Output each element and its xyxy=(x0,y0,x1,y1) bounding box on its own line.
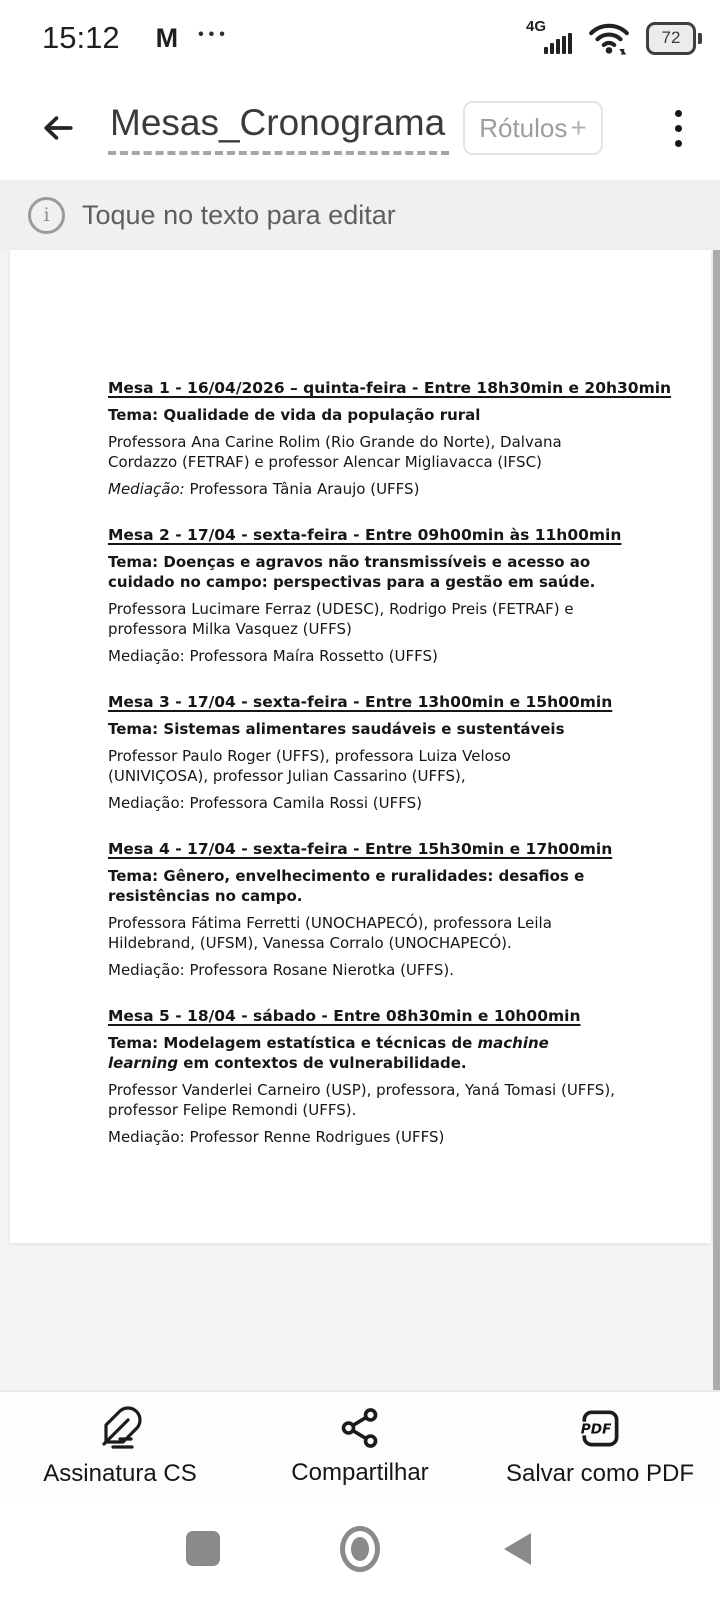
mesa-4-mediacao: Mediação: Professora Rosane Nierotka (UFFS). xyxy=(108,961,455,979)
arrow-left-icon xyxy=(39,109,77,147)
back-triangle-icon xyxy=(504,1533,531,1565)
mesa-5-section xyxy=(108,1006,615,1147)
signature-button[interactable] xyxy=(0,1404,240,1488)
mesa-4-participants: Professora Fátima Ferretti (UNOCHAPECÓ), professora Leila Hildebrand, (UFSM), Vanessa Corralo (UNOCHAPECÓ). xyxy=(108,914,552,952)
document-title-field[interactable] xyxy=(108,102,449,155)
mesa-3-tema: Tema: Sistemas alimentares saudáveis e sustentáveis xyxy=(108,720,565,738)
mesa-1-tema: Tema: Qualidade de vida da população rural xyxy=(108,406,481,424)
mesa-3-mediacao: Mediação: Professora Camila Rossi (UFFS) xyxy=(108,794,423,812)
mesa-2-tema: Tema: Doenças e agravos não transmissíveis e acesso ao cuidado no campo: perspectivas para a gestão em saúde. xyxy=(108,553,596,591)
mesa-2-participants: Professora Lucimare Ferraz (UDESC), Rodrigo Preis (FETRAF) e professora Milka Vasquez (UFFS) xyxy=(108,600,574,638)
battery-percent: 72 xyxy=(661,28,681,47)
mesa-3-participants: Professor Paulo Roger (UFFS), professora Luiza Veloso (UNIVIÇOSA), professor Julian Cassarino (UFFS), xyxy=(108,747,511,785)
back-button[interactable] xyxy=(38,108,78,148)
mesa-5-participants: Professor Vanderlei Carneiro (USP), professora, Yaná Tomasi (UFFS), professor Felipe Remondi (UFFS). xyxy=(108,1081,615,1119)
save-as-pdf-button-label: Salvar como PDF xyxy=(505,1459,695,1487)
mesa-2-section xyxy=(108,525,622,666)
app-header xyxy=(0,76,720,180)
labels-button-text: Rótulos xyxy=(479,112,568,143)
nav-back-button[interactable] xyxy=(494,1523,540,1575)
info-icon: i xyxy=(28,197,65,234)
mesa-3-title: Mesa 3 - 17/04 - sexta-feira - Entre 13h00min e 15h00min xyxy=(108,693,613,711)
mesa-2-title: Mesa 2 - 17/04 - sexta-feira - Entre 09h00min às 11h00min xyxy=(108,526,622,544)
recents-square-icon xyxy=(186,1531,220,1566)
more-notifications-icon: ••• xyxy=(198,26,230,43)
mesa-5-tema: Tema: Modelagem estatística e técnicas de machine learning em contextos de vulnerabilidade. xyxy=(108,1034,549,1072)
home-circle-icon xyxy=(340,1526,380,1572)
pdf-file-icon xyxy=(576,1404,624,1452)
overflow-menu-icon[interactable] xyxy=(669,104,688,153)
mesa-4-title: Mesa 4 - 17/04 - sexta-feira - Entre 15h30min e 17h00min xyxy=(108,840,613,858)
battery-icon xyxy=(646,22,702,55)
info-bar xyxy=(0,180,720,250)
share-nodes-icon xyxy=(337,1405,383,1451)
labels-button[interactable] xyxy=(463,101,603,155)
document-viewport xyxy=(0,250,720,1390)
mesa-1-participants: Professora Ana Carine Rolim (Rio Grande do Norte), Dalvana Cordazzo (FETRAF) e professor Alencar Migliavacca (IFSC) xyxy=(108,433,562,471)
mesa-1-title: Mesa 1 - 16/04/2026 – quinta-feira - Entre 18h30min e 20h30min xyxy=(108,379,672,397)
android-nav-bar xyxy=(0,1497,720,1600)
document-page[interactable] xyxy=(10,250,711,1243)
info-message: Toque no texto para editar xyxy=(82,199,396,230)
scrollbar[interactable] xyxy=(713,250,720,1390)
share-button-label: Compartilhar xyxy=(291,1458,429,1486)
share-button[interactable] xyxy=(240,1405,480,1487)
mesa-4-section xyxy=(108,839,615,980)
signature-quill-icon xyxy=(96,1404,144,1452)
signature-button-label: Assinatura CS xyxy=(43,1459,197,1487)
mesa-4-tema: Tema: Gênero, envelhecimento e ruralidades: desafios e resistências no campo. xyxy=(108,867,585,905)
cellular-signal-icon: 4G xyxy=(528,20,572,56)
bottom-toolbar xyxy=(0,1390,720,1499)
plus-icon: + xyxy=(570,112,587,143)
svg-text:PDF: PDF xyxy=(580,1420,612,1437)
mesa-1-mediacao: Mediação: Professora Tânia Araujo (UFFS) xyxy=(108,480,420,498)
nav-home-button[interactable] xyxy=(337,1523,383,1575)
mesa-2-mediacao: Mediação: Professora Maíra Rossetto (UFFS) xyxy=(108,647,438,665)
mesa-5-mediacao: Mediação: Professor Renne Rodrigues (UFFS) xyxy=(108,1128,445,1146)
mesa-1-section xyxy=(108,378,672,499)
notification-letter-icon: M xyxy=(155,22,179,53)
document-title: Mesas_Cronograma xyxy=(110,101,446,143)
mesa-5-title: Mesa 5 - 18/04 - sábado - Entre 08h30min e 10h00min xyxy=(108,1007,581,1025)
save-as-pdf-button[interactable] xyxy=(480,1404,720,1488)
nav-recents-button[interactable] xyxy=(180,1523,226,1575)
wifi-icon xyxy=(587,19,631,57)
clock: 15:12 xyxy=(42,20,120,55)
status-bar xyxy=(0,0,720,76)
mesa-3-section xyxy=(108,692,615,813)
